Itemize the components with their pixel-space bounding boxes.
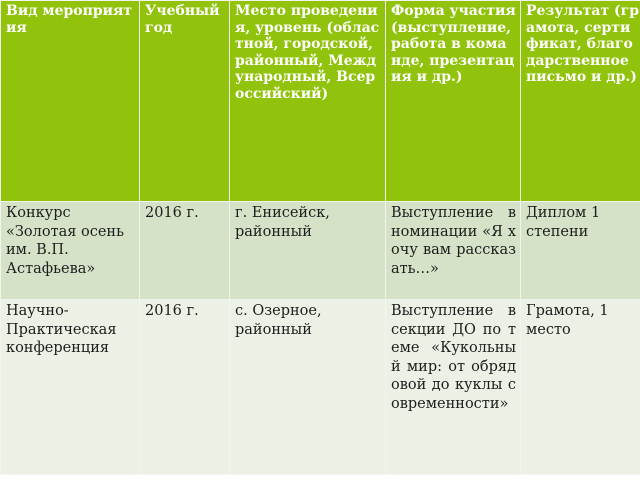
header-academic-year: Учебный год — [140, 1, 230, 202]
header-venue-level: Место проведения, уровень (областной, городской, районный, Международный, Всероссийский) — [230, 1, 386, 202]
cell-place: с. Озерное, районный — [230, 300, 386, 475]
cell-event: Научно-Практическая конференция — [1, 300, 140, 475]
cell-result: Диплом 1 степени — [521, 202, 640, 300]
header-result: Результат (грамота, сертификат, благодарственное письмо и др.) — [521, 1, 640, 202]
cell-place: г. Енисейск, районный — [230, 202, 386, 300]
cell-year: 2016 г. — [140, 300, 230, 475]
header-participation-form: Форма участия (выступление, работа в команде, презентация и др.) — [386, 1, 521, 202]
cell-form: Выступление в секции ДО по теме «Кукольный мир: от обрядовой до куклы современности» — [386, 300, 521, 475]
table-row — [1, 300, 640, 475]
header-event-type: Вид мероприятия — [1, 1, 140, 202]
cell-event: Конкурс «Золотая осень им. В.П. Астафьева» — [1, 202, 140, 300]
cell-result: Грамота, 1 место — [521, 300, 640, 475]
table-row — [1, 202, 640, 300]
table-header-row — [1, 1, 640, 202]
cell-year: 2016 г. — [140, 202, 230, 300]
cell-form: Выступление в номинации «Я хочу вам рассказать…» — [386, 202, 521, 300]
